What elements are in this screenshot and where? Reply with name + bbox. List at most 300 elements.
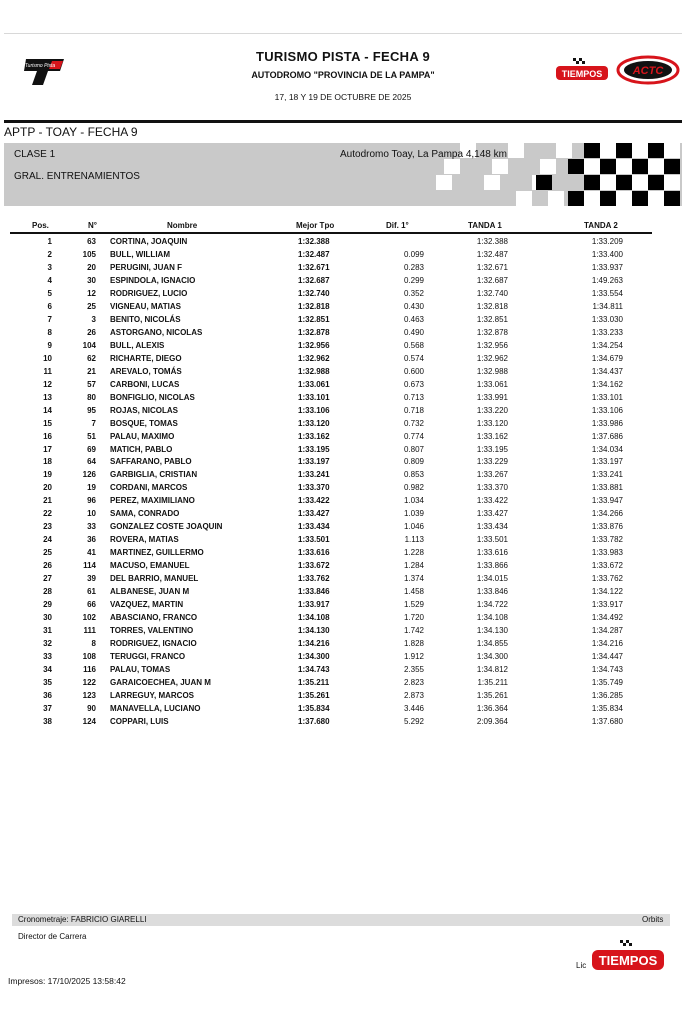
table-row (0, 469, 686, 482)
cell-driver-name: RODRIGUEZ, IGNACIO (110, 639, 197, 649)
cell-number: 122 (82, 677, 96, 687)
cell-driver-name: DEL BARRIO, MANUEL (110, 574, 199, 584)
class-label: CLASE 1 (14, 149, 56, 160)
cell-driver-name: RICHARTE, DIEGO (110, 353, 182, 363)
cell-pos: 18 (43, 457, 52, 467)
cell-pos: 21 (43, 496, 52, 506)
cell-tanda2: 1:34.266 (591, 509, 623, 519)
cell-tanda1: 1:32.487 (476, 249, 508, 259)
cell-gap: 0.490 (403, 327, 424, 337)
cell-number: 124 (82, 716, 96, 726)
header-best: Mejor Tpo (296, 221, 335, 230)
cell-best-time: 1:33.120 (298, 418, 330, 428)
cell-tanda2: 1:33.672 (591, 561, 623, 571)
cell-pos: 37 (43, 703, 52, 713)
header-pos: Pos. (32, 221, 49, 230)
cell-number: 26 (87, 327, 96, 337)
cell-tanda2: 1:33.101 (591, 392, 623, 402)
cell-tanda1: 1:34.015 (476, 574, 508, 584)
cell-tanda1: 1:33.267 (476, 470, 508, 480)
cell-pos: 7 (47, 314, 52, 324)
cell-gap: 1.228 (403, 548, 424, 558)
cell-pos: 27 (43, 574, 52, 584)
cell-tanda2: 1:34.447 (591, 652, 623, 661)
cell-gap: 0.982 (403, 483, 424, 493)
table-row (0, 599, 686, 612)
table-row (0, 431, 686, 444)
cell-pos: 23 (43, 522, 52, 532)
cell-driver-name: PALAU, TOMAS (110, 664, 171, 674)
cell-gap: 0.718 (403, 405, 424, 415)
cell-best-time: 1:33.616 (298, 548, 330, 558)
cell-best-time: 1:33.061 (298, 379, 330, 389)
cell-tanda1: 1:33.220 (476, 405, 508, 415)
cell-gap: 0.673 (403, 379, 424, 389)
cell-gap: 0.352 (403, 288, 424, 298)
cell-tanda1: 1:34.130 (476, 626, 508, 636)
cell-tanda2: 1:33.233 (591, 327, 623, 337)
cell-tanda2: 1:33.937 (591, 262, 623, 272)
cell-best-time: 1:35.834 (298, 703, 330, 713)
cell-tanda2: 1:33.917 (591, 600, 623, 610)
session-subtitle: APTP - TOAY - FECHA 9 (4, 125, 138, 139)
cell-gap: 0.299 (403, 275, 424, 285)
table-row (0, 418, 686, 431)
cell-pos: 30 (43, 613, 52, 623)
cell-tanda1: 1:32.818 (476, 301, 508, 311)
table-row (0, 534, 686, 547)
table-row (0, 638, 686, 651)
cell-driver-name: LARREGUY, MARCOS (110, 690, 195, 700)
cell-pos: 17 (43, 444, 52, 454)
cell-pos: 31 (43, 626, 52, 636)
table-row (0, 586, 686, 599)
cell-best-time: 1:32.687 (298, 275, 330, 285)
cell-best-time: 1:33.917 (298, 600, 330, 610)
cell-tanda1: 1:34.855 (476, 639, 508, 649)
table-row (0, 547, 686, 560)
cell-tanda1: 1:35.211 (477, 677, 508, 687)
event-dates: 17, 18 Y 19 DE OCTUBRE DE 2025 (274, 92, 412, 102)
logo-tp-text: Turismo Pista (25, 63, 56, 69)
table-row (0, 690, 686, 703)
cell-pos: 4 (47, 275, 52, 285)
cell-driver-name: SAMA, CONRADO (110, 509, 180, 519)
license-label: Lic (576, 961, 587, 970)
cell-best-time: 1:34.108 (298, 613, 330, 623)
actc-logo-text: ACTC (632, 65, 664, 77)
cell-driver-name: ASTORGANO, NICOLAS (110, 327, 203, 337)
cell-driver-name: PEREZ, MAXIMILIANO (110, 496, 195, 506)
cell-tanda1: 1:33.616 (476, 548, 508, 558)
cell-driver-name: BULL, ALEXIS (110, 340, 165, 350)
cell-tanda2: 1:34.216 (591, 639, 623, 649)
cell-pos: 3 (47, 262, 52, 272)
table-row (0, 495, 686, 508)
circuit-info: Autodromo Toay, La Pampa 4,148 km (340, 149, 507, 160)
cell-best-time: 1:33.370 (298, 483, 330, 493)
cell-pos: 25 (43, 548, 52, 558)
cell-number: 3 (91, 314, 96, 324)
cell-tanda2: 1:33.197 (591, 457, 623, 467)
cell-best-time: 1:35.261 (298, 690, 330, 700)
cell-tanda1: 1:33.427 (476, 509, 508, 519)
table-row (0, 664, 686, 677)
cell-best-time: 1:33.197 (298, 457, 330, 467)
cell-driver-name: BONFIGLIO, NICOLAS (110, 392, 195, 402)
cell-driver-name: VIGNEAU, MATIAS (110, 301, 181, 311)
cell-gap: 1.458 (403, 587, 424, 597)
cell-tanda1: 1:34.812 (476, 664, 508, 674)
cell-number: 96 (87, 496, 96, 506)
table-row (0, 508, 686, 521)
cell-tanda2: 1:34.034 (591, 444, 623, 454)
cell-driver-name: BENITO, NICOLÁS (110, 314, 181, 324)
cell-number: 116 (83, 664, 96, 674)
cell-tanda2: 1:33.881 (591, 483, 623, 493)
cell-pos: 32 (43, 639, 52, 649)
cell-number: 33 (87, 522, 96, 532)
cell-best-time: 1:32.878 (298, 327, 330, 337)
header-name: Nombre (167, 221, 198, 230)
cell-best-time: 1:32.851 (298, 314, 330, 324)
cell-best-time: 1:32.487 (298, 249, 330, 259)
cell-driver-name: ROVERA, MATIAS (110, 535, 179, 545)
cell-best-time: 1:33.195 (298, 444, 330, 454)
table-row (0, 314, 686, 327)
cell-tanda1: 1:36.364 (476, 703, 508, 713)
table-row (0, 482, 686, 495)
cell-tanda1: 1:33.991 (476, 392, 508, 402)
cell-best-time: 1:32.988 (298, 366, 330, 376)
header-tanda2: TANDA 2 (584, 221, 618, 230)
cell-driver-name: ROJAS, NICOLAS (110, 405, 179, 415)
table-header-rule (10, 232, 652, 234)
cell-tanda1: 1:34.300 (476, 652, 508, 661)
table-row (0, 353, 686, 366)
table-row (0, 262, 686, 275)
cell-driver-name: ESPINDOLA, IGNACIO (110, 275, 196, 285)
cell-number: 123 (82, 690, 96, 700)
cell-tanda1: 1:32.388 (476, 237, 508, 246)
cell-best-time: 1:33.762 (298, 574, 330, 584)
cell-pos: 20 (43, 483, 52, 493)
table-row (0, 456, 686, 469)
cell-number: 30 (87, 275, 96, 285)
session-label: GRAL. ENTRENAMIENTOS (14, 171, 140, 182)
cell-gap: 0.430 (403, 301, 424, 311)
cell-driver-name: MANAVELLA, LUCIANO (110, 703, 201, 713)
cell-gap: 0.853 (403, 470, 424, 480)
cell-tanda2: 1:33.876 (591, 522, 623, 532)
cell-driver-name: ALBANESE, JUAN M (110, 587, 190, 597)
cell-gap: 1.828 (403, 639, 424, 649)
cell-pos: 24 (43, 535, 52, 545)
cell-number: 126 (82, 470, 96, 480)
cell-tanda2: 1:33.209 (591, 237, 623, 246)
cell-tanda2: 1:33.400 (591, 249, 623, 259)
cell-gap: 1.720 (403, 613, 424, 623)
cell-tanda2: 1:36.285 (591, 690, 623, 700)
cell-tanda1: 1:32.851 (476, 314, 508, 324)
cell-number: 66 (87, 600, 96, 610)
cell-best-time: 1:33.422 (298, 496, 330, 506)
cell-gap: 1.742 (403, 626, 424, 636)
cell-tanda1: 1:34.722 (476, 600, 508, 610)
cell-driver-name: RODRIGUEZ, LUCIO (110, 288, 188, 298)
cell-driver-name: CARBONI, LUCAS (110, 379, 180, 389)
cell-gap: 1.529 (403, 600, 424, 610)
cell-tanda2: 1:34.162 (591, 379, 623, 389)
cell-pos: 11 (43, 366, 52, 376)
cell-driver-name: BOSQUE, TOMAS (110, 418, 178, 428)
cell-gap: 2.873 (403, 690, 424, 700)
cell-best-time: 1:33.434 (298, 522, 330, 532)
cell-tanda2: 1:34.811 (592, 301, 623, 311)
cell-best-time: 1:35.211 (298, 677, 330, 687)
cell-number: 90 (87, 703, 96, 713)
cell-best-time: 1:32.956 (298, 340, 330, 350)
cell-tanda1: 1:33.422 (476, 496, 508, 506)
cell-best-time: 1:33.241 (298, 470, 330, 480)
table-row (0, 651, 686, 664)
header-rule (4, 120, 682, 123)
cell-number: 57 (87, 379, 96, 389)
cell-driver-name: ABASCIANO, FRANCO (110, 613, 198, 623)
table-row (0, 625, 686, 638)
cell-driver-name: GARBIGLIA, CRISTIAN (110, 470, 198, 480)
cell-driver-name: MARTINEZ, GUILLERMO (110, 548, 204, 558)
cell-gap: 1.284 (403, 561, 424, 571)
orbits-label: Orbits (642, 915, 664, 924)
cell-tanda1: 1:32.671 (476, 262, 508, 272)
cell-number: 39 (87, 574, 96, 584)
cell-tanda2: 1:34.254 (591, 340, 623, 350)
cell-tanda2: 1:33.986 (591, 418, 623, 428)
table-row (0, 327, 686, 340)
cell-gap: 2.823 (403, 677, 424, 687)
cell-pos: 9 (47, 340, 52, 350)
cell-driver-name: TORRES, VALENTINO (110, 626, 194, 636)
cell-pos: 16 (43, 431, 52, 441)
cell-pos: 26 (43, 561, 52, 571)
cell-driver-name: CORDANI, MARCOS (110, 483, 188, 493)
cell-pos: 34 (43, 664, 52, 674)
cell-gap: 1.046 (403, 522, 424, 532)
cell-driver-name: CORTINA, JOAQUIN (110, 237, 188, 246)
event-title: TURISMO PISTA - FECHA 9 (256, 49, 430, 64)
cell-pos: 15 (43, 418, 52, 428)
cell-gap: 1.912 (403, 652, 424, 661)
cell-gap: 0.774 (403, 431, 424, 441)
cell-number: 21 (87, 366, 96, 376)
cell-pos: 35 (43, 677, 52, 687)
cell-tanda1: 1:33.866 (476, 561, 508, 571)
cell-pos: 8 (47, 327, 52, 337)
cell-pos: 28 (43, 587, 52, 597)
cell-gap: 1.039 (403, 509, 424, 519)
cell-best-time: 1:34.130 (298, 626, 330, 636)
cell-tanda1: 1:33.434 (476, 522, 508, 532)
cell-driver-name: PERUGINI, JUAN F (110, 262, 183, 272)
cell-tanda2: 1:34.743 (591, 664, 623, 674)
header-dif: Dif. 1° (386, 221, 409, 230)
cell-tanda2: 1:34.492 (591, 613, 623, 623)
table-row (0, 716, 686, 729)
cell-tanda1: 1:33.501 (476, 535, 508, 545)
cell-number: 63 (87, 237, 96, 246)
cell-driver-name: MATICH, PABLO (110, 444, 173, 454)
cell-pos: 10 (43, 353, 52, 363)
cell-gap: 0.807 (403, 444, 424, 454)
table-row (0, 573, 686, 586)
cell-tanda2: 1:33.983 (591, 548, 623, 558)
cell-tanda2: 1:37.680 (591, 716, 623, 726)
cell-number: 105 (82, 249, 96, 259)
cell-tanda2: 1:33.762 (591, 574, 623, 584)
cell-tanda1: 1:33.061 (476, 379, 508, 389)
cell-number: 19 (87, 483, 96, 493)
cell-tanda2: 1:35.834 (591, 703, 623, 713)
cell-gap: 0.600 (403, 366, 424, 376)
cell-driver-name: PALAU, MAXIMO (110, 431, 175, 441)
cell-number: 25 (87, 301, 96, 311)
table-row (0, 703, 686, 716)
cell-driver-name: AREVALO, TOMÁS (110, 366, 182, 376)
cell-best-time: 1:33.501 (298, 535, 330, 545)
cell-number: 114 (83, 561, 96, 571)
cell-driver-name: COPPARI, LUIS (110, 716, 169, 726)
cell-pos: 5 (47, 288, 52, 298)
cell-tanda1: 1:32.962 (476, 353, 508, 363)
cell-pos: 13 (43, 392, 52, 402)
table-row (0, 379, 686, 392)
race-director-label: Director de Carrera (18, 932, 87, 941)
cell-number: 7 (91, 418, 96, 428)
cell-number: 104 (82, 340, 96, 350)
cell-tanda2: 1:37.686 (591, 431, 623, 441)
cell-number: 8 (91, 639, 96, 649)
cell-gap: 0.732 (403, 418, 424, 428)
cell-best-time: 1:33.106 (298, 405, 330, 415)
printed-timestamp: Impresos: 17/10/2025 13:58:42 (8, 976, 126, 986)
cell-gap: 3.446 (403, 703, 424, 713)
cell-gap: 0.713 (403, 392, 424, 402)
cell-tanda2: 1:33.030 (591, 314, 623, 324)
cell-tanda2: 1:33.241 (591, 470, 623, 480)
table-row (0, 275, 686, 288)
cell-tanda1: 2:09.364 (476, 716, 508, 726)
cell-tanda1: 1:32.687 (476, 275, 508, 285)
cell-number: 20 (87, 262, 96, 272)
header-tanda1: TANDA 1 (468, 221, 502, 230)
actc-logo (616, 55, 680, 85)
cell-driver-name: TERUGGI, FRANCO (110, 652, 186, 661)
cell-pos: 14 (43, 405, 52, 415)
cell-tanda1: 1:32.988 (476, 366, 508, 376)
cell-driver-name: MACUSO, EMANUEL (110, 561, 190, 571)
table-row (0, 340, 686, 353)
cell-pos: 38 (43, 716, 52, 726)
cell-gap: 2.355 (403, 664, 424, 674)
cell-best-time: 1:33.101 (298, 392, 330, 402)
cell-driver-name: SAFFARANO, PABLO (110, 457, 192, 467)
cell-tanda2: 1:34.122 (591, 587, 623, 597)
table-row (0, 521, 686, 534)
cell-gap: 0.574 (403, 353, 424, 363)
cell-gap: 0.099 (403, 249, 424, 259)
cell-tanda1: 1:33.120 (476, 418, 508, 428)
table-row (0, 677, 686, 690)
cell-pos: 19 (43, 470, 52, 480)
cell-pos: 33 (43, 652, 52, 661)
cell-pos: 1 (47, 237, 52, 246)
cell-gap: 0.283 (403, 262, 424, 272)
cell-gap: 1.034 (403, 496, 424, 506)
cell-number: 51 (87, 431, 96, 441)
tiempos-logo (555, 58, 609, 82)
table-row (0, 405, 686, 418)
cell-best-time: 1:32.962 (298, 353, 330, 363)
cell-pos: 22 (43, 509, 52, 519)
cell-best-time: 1:33.162 (298, 431, 330, 441)
cell-tanda2: 1:33.106 (591, 405, 623, 415)
cell-driver-name: VAZQUEZ, MARTIN (110, 600, 184, 610)
cell-tanda2: 1:33.947 (591, 496, 623, 506)
table-row (0, 612, 686, 625)
cell-tanda1: 1:33.195 (476, 444, 508, 454)
cell-number: 10 (87, 509, 96, 519)
cell-best-time: 1:34.300 (298, 652, 330, 661)
table-row (0, 560, 686, 573)
cell-tanda2: 1:33.554 (591, 288, 623, 298)
cell-number: 69 (87, 444, 96, 454)
cell-pos: 6 (47, 301, 52, 311)
cell-best-time: 1:32.740 (298, 288, 330, 298)
cell-tanda2: 1:34.437 (591, 366, 623, 376)
venue-title: AUTODROMO "PROVINCIA DE LA PAMPA" (251, 70, 435, 80)
timekeeper-label: Cronometraje: FABRICIO GIARELLI (18, 915, 147, 924)
cell-tanda1: 1:33.229 (476, 457, 508, 467)
table-row (0, 288, 686, 301)
cell-best-time: 1:32.671 (298, 262, 330, 272)
tiempos-footer-logo (590, 940, 666, 972)
cell-best-time: 1:34.743 (298, 664, 330, 674)
cell-tanda1: 1:33.370 (476, 483, 508, 493)
cell-tanda1: 1:34.108 (476, 613, 508, 623)
cell-best-time: 1:37.680 (298, 716, 330, 726)
cell-tanda1: 1:32.878 (476, 327, 508, 337)
cell-number: 62 (87, 353, 96, 363)
cell-pos: 29 (43, 600, 52, 610)
cell-pos: 2 (47, 249, 52, 259)
cell-best-time: 1:33.846 (298, 587, 330, 597)
cell-driver-name: BULL, WILLIAM (110, 249, 170, 259)
cell-pos: 36 (43, 690, 52, 700)
results-table-body (0, 236, 686, 729)
cell-gap: 0.568 (403, 340, 424, 350)
tiempos-footer-logo-text: TIEMPOS (598, 953, 658, 968)
cell-number: 108 (82, 652, 96, 661)
header-num: N° (88, 221, 97, 230)
cell-driver-name: GONZALEZ COSTE JOAQUIN (110, 522, 223, 532)
cell-number: 102 (82, 613, 96, 623)
cell-tanda2: 1:34.679 (591, 353, 623, 363)
table-row (0, 392, 686, 405)
cell-gap: 1.113 (404, 535, 424, 545)
cell-tanda1: 1:32.956 (476, 340, 508, 350)
table-row (0, 236, 686, 249)
